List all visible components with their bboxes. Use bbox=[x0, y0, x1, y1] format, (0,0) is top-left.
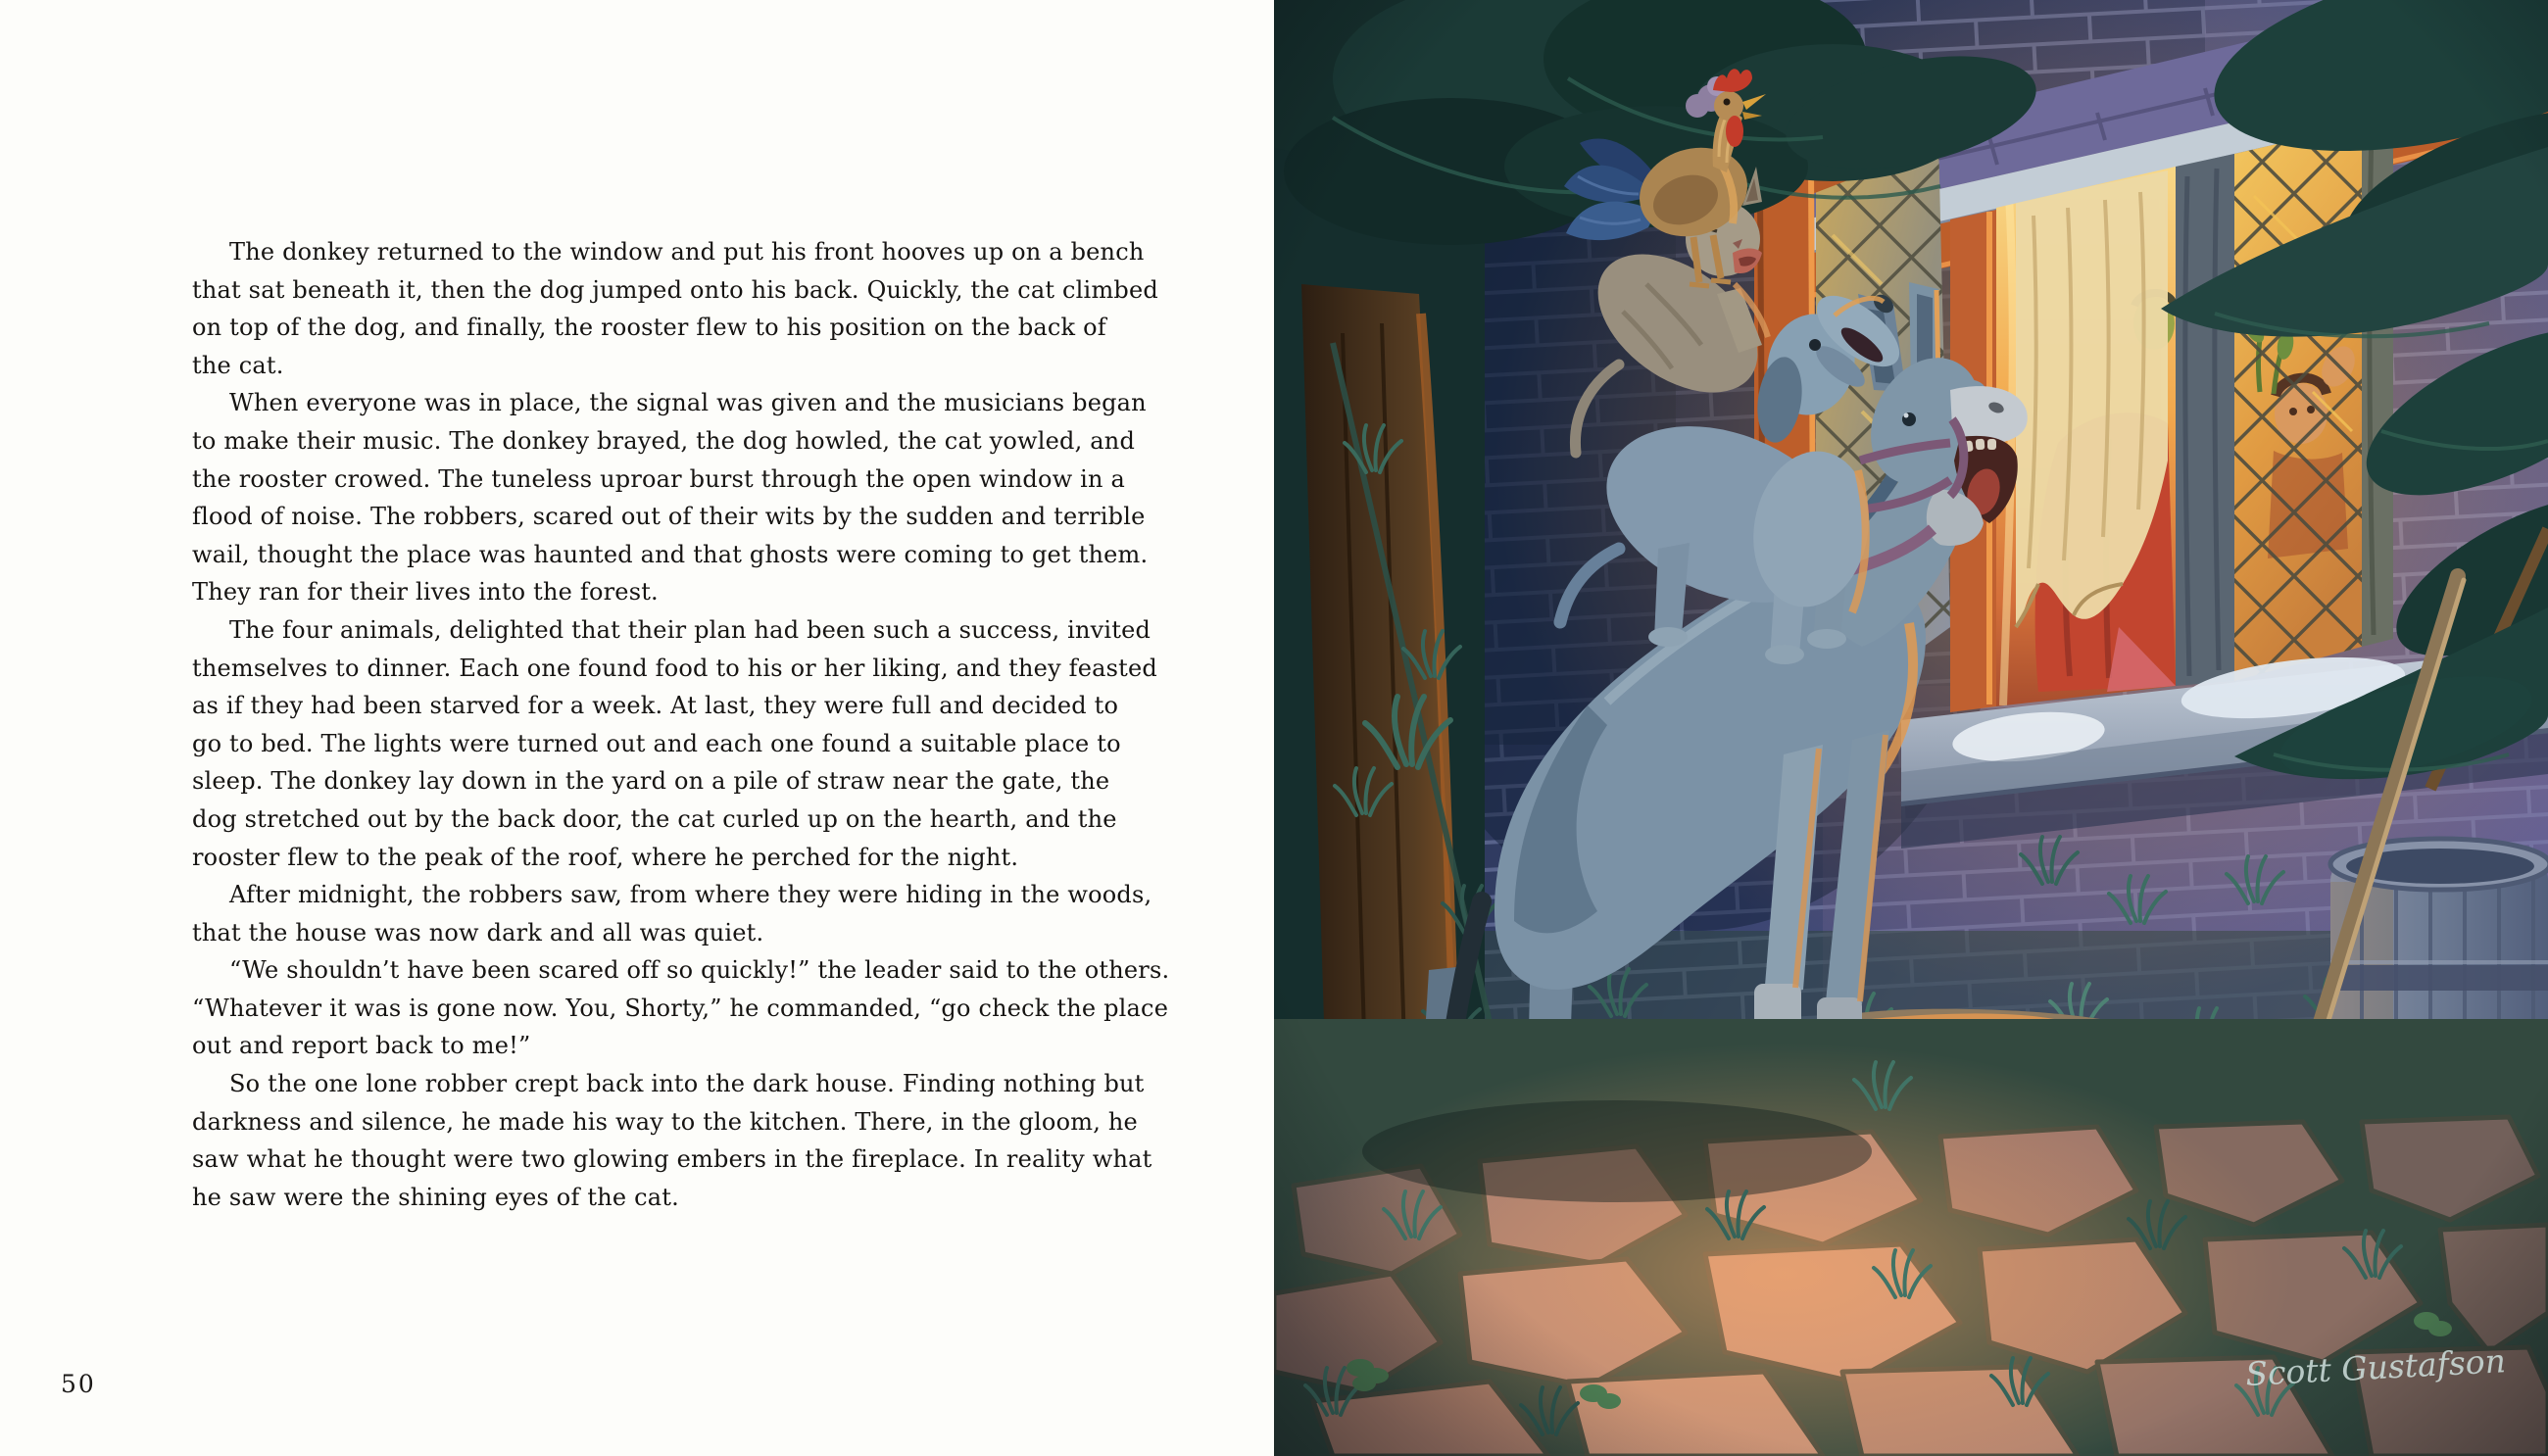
story-line: The donkey returned to the window and put his front hooves up on a bench bbox=[229, 238, 1145, 266]
story-line: he saw were the shining eyes of the cat. bbox=[192, 1183, 679, 1211]
story-line: to make their music. The donkey brayed, the dog howled, the cat yowled, and bbox=[192, 426, 1136, 455]
vignette bbox=[1274, 0, 2548, 1456]
story-line: the rooster crowed. The tuneless uproar burst through the open window in a bbox=[192, 464, 1126, 493]
story-paragraph bbox=[192, 1065, 1152, 1216]
story-line: rooster flew to the peak of the roof, where he perched for the night. bbox=[192, 843, 1019, 871]
story-line: After midnight, the robbers saw, from where they were hiding in the woods, bbox=[229, 881, 1152, 909]
story-line: “We shouldn’t have been scared off so quickly!” the leader said to the others. bbox=[229, 956, 1170, 985]
story-line: out and report back to me!” bbox=[192, 1032, 531, 1060]
story-line: dog stretched out by the back door, the cat curled up on the hearth, and the bbox=[192, 804, 1117, 833]
story-line: the cat. bbox=[192, 351, 284, 379]
story-line: that sat beneath it, then the dog jumped onto his back. Quickly, the cat climbed bbox=[192, 275, 1158, 304]
story-paragraph bbox=[192, 876, 1152, 951]
illustration bbox=[1274, 0, 2548, 1456]
page-number: 50 bbox=[61, 1370, 96, 1398]
story-line: darkness and silence, he made his way to the kitchen. There, in the gloom, he bbox=[192, 1107, 1138, 1136]
story-line: When everyone was in place, the signal was given and the musicians began bbox=[229, 389, 1147, 417]
story-line: wail, thought the place was haunted and that ghosts were coming to get them. bbox=[192, 540, 1149, 568]
artist-signature: Scott Gustafson bbox=[2244, 1341, 2507, 1393]
story-line: The four animals, delighted that their plan had been such a success, invited bbox=[229, 615, 1152, 644]
story-line: sleep. The donkey lay down in the yard on a pile of straw near the gate, the bbox=[192, 767, 1110, 796]
story-paragraph bbox=[192, 951, 1170, 1065]
story-line: go to bed. The lights were turned out and each one found a suitable place to bbox=[192, 729, 1121, 757]
story-text bbox=[192, 233, 1170, 1216]
story-paragraph bbox=[192, 233, 1158, 384]
story-line: themselves to dinner. Each one found food to his or her liking, and they feasted bbox=[192, 654, 1157, 682]
story-line: They ran for their lives into the forest. bbox=[192, 578, 659, 607]
story-line: “Whatever it was is gone now. You, Shorty,” he commanded, “go check the place bbox=[192, 994, 1169, 1022]
story-line: as if they had been starved for a week. At last, they were full and decided to bbox=[192, 692, 1119, 720]
story-line: on top of the dog, and finally, the rooster flew to his position on the back of bbox=[192, 314, 1106, 342]
right-page bbox=[1274, 0, 2548, 1456]
story-line: So the one lone robber crept back into the dark house. Finding nothing but bbox=[229, 1070, 1145, 1098]
story-paragraph bbox=[192, 611, 1157, 876]
story-line: that the house was now dark and all was quiet. bbox=[192, 918, 764, 946]
story-line: saw what he thought were two glowing embers in the fireplace. In reality what bbox=[192, 1145, 1152, 1174]
story-line: flood of noise. The robbers, scared out of their wits by the sudden and terrible bbox=[192, 503, 1146, 531]
story-paragraph bbox=[192, 384, 1149, 611]
